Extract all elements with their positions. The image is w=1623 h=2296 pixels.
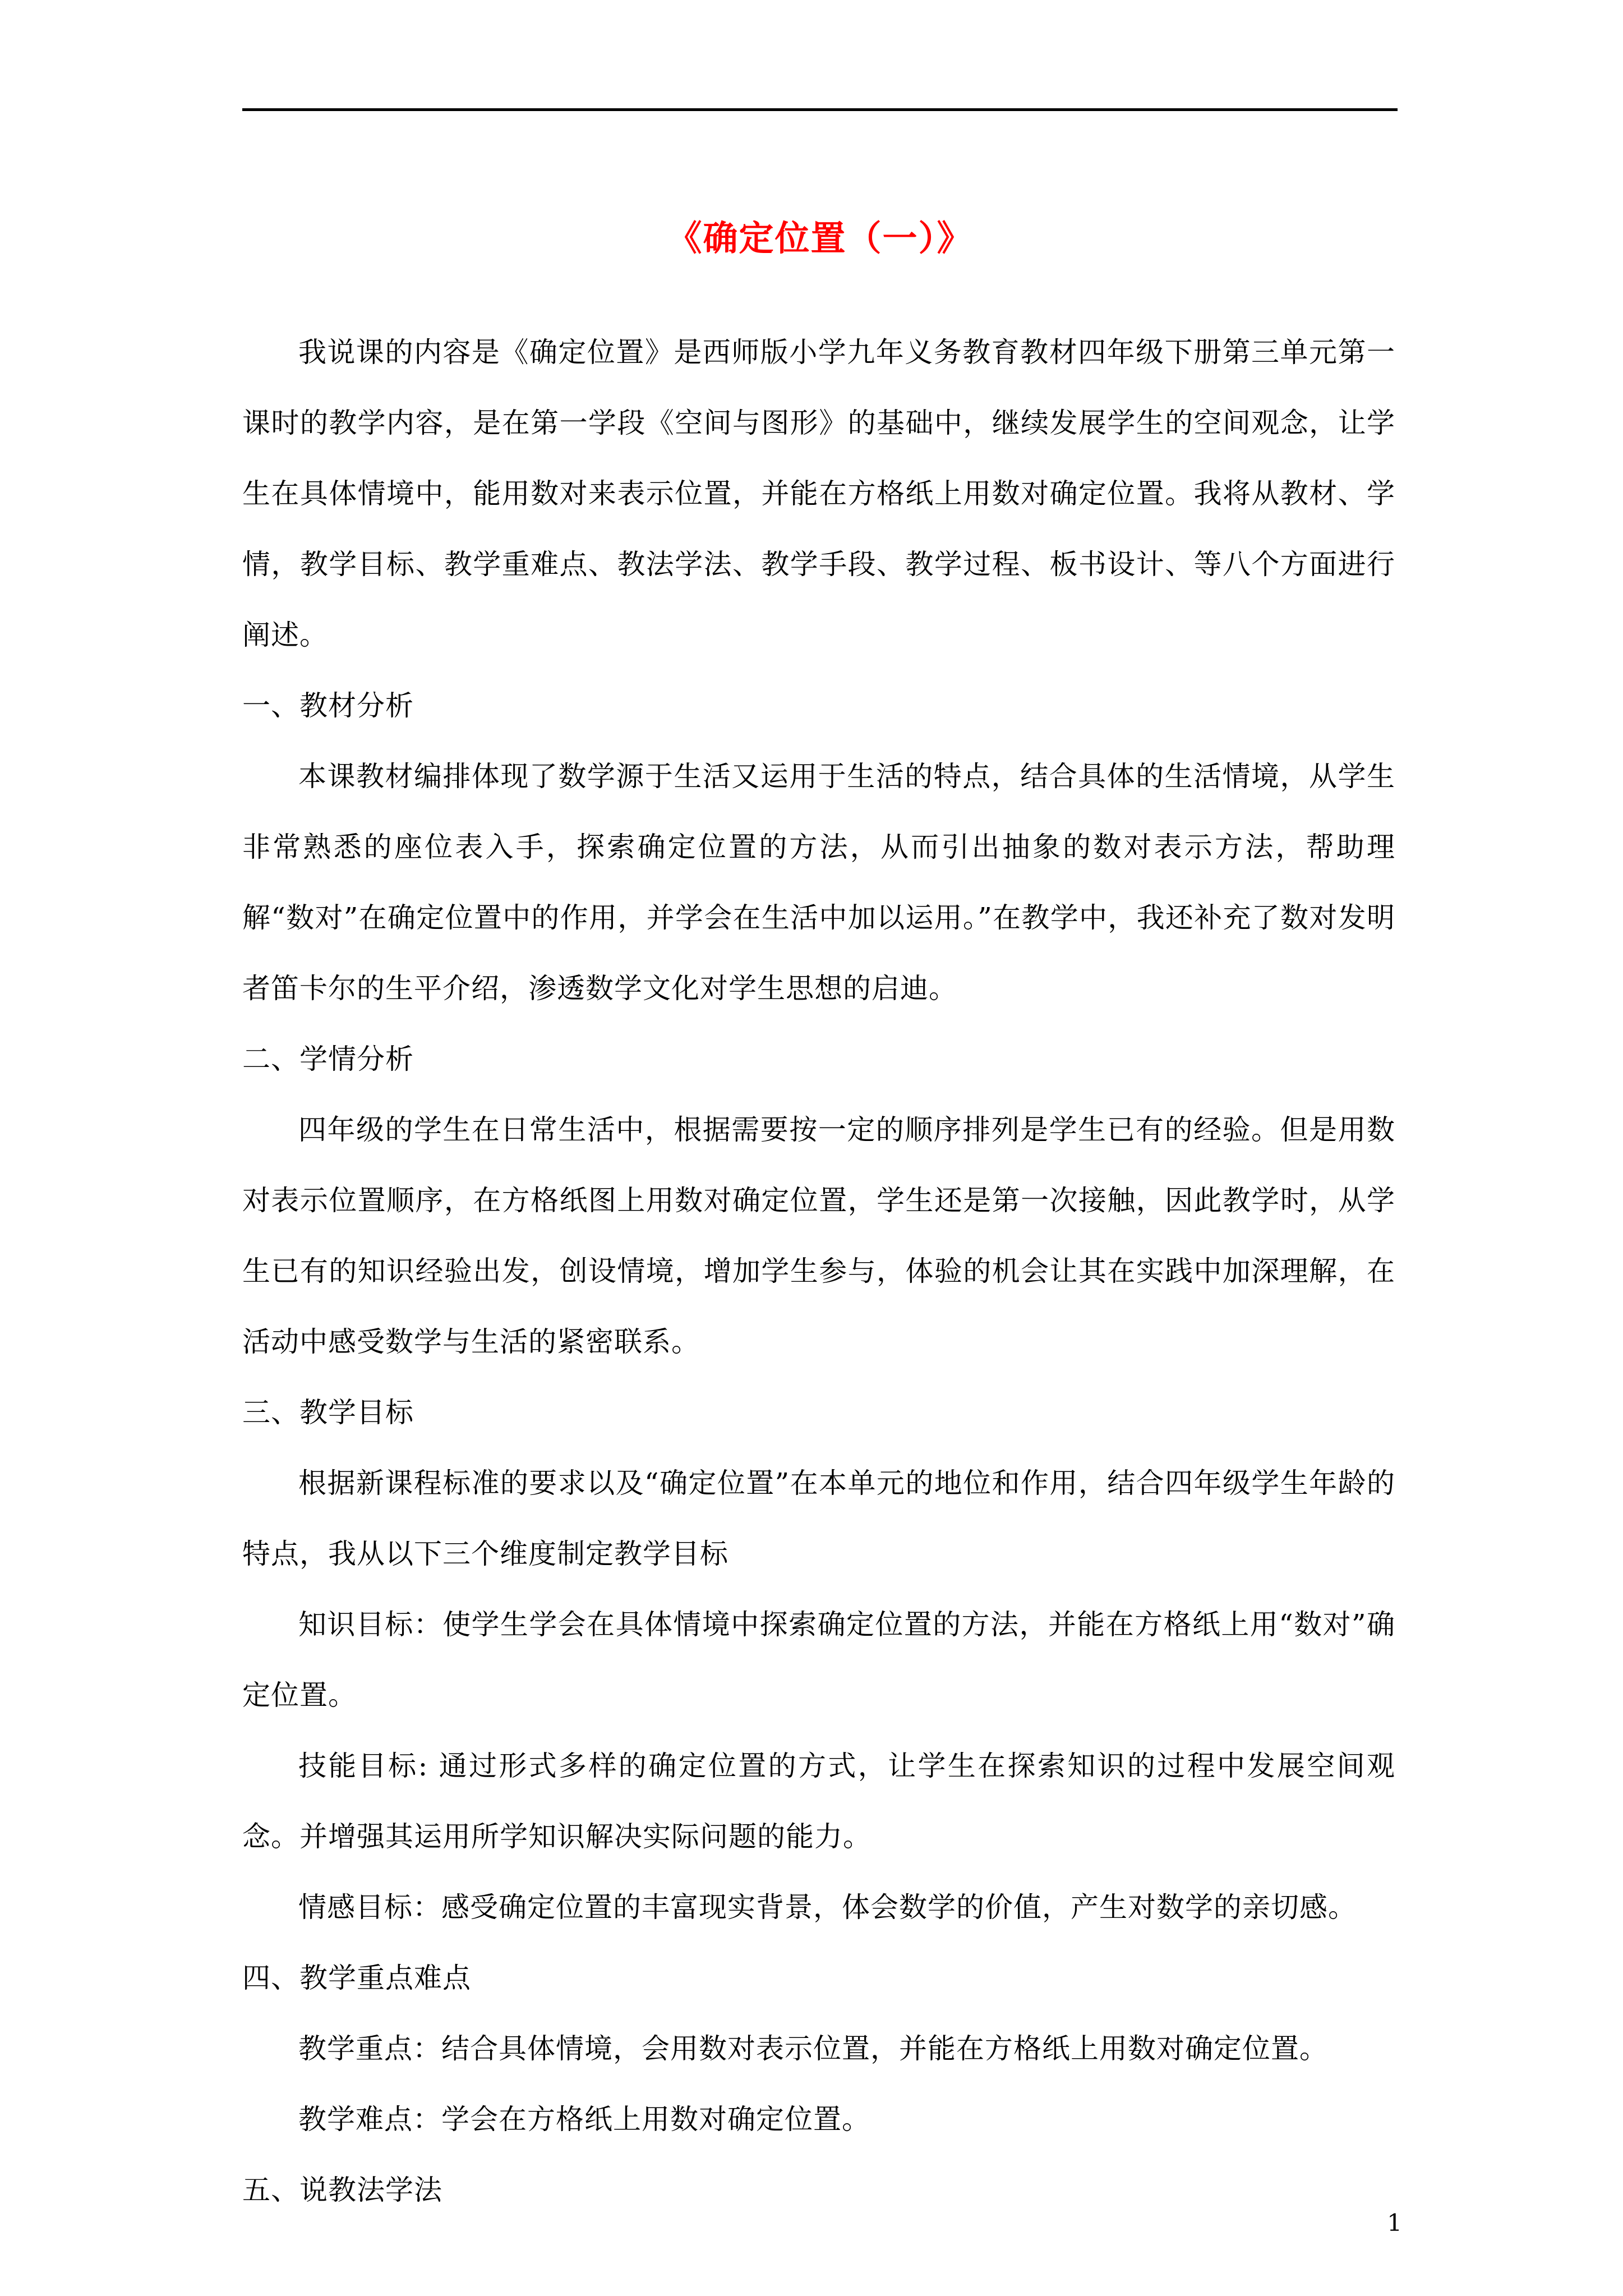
section-heading-methods: 五、说教法学法 <box>242 2174 442 2206</box>
teaching-goals-paragraph: 根据新课程标准的要求以及“确定位置”在本单元的地位和作用，结合四年级学生年龄的特点，我从以下三个维度制定教学目标 <box>242 1467 1395 1570</box>
header-rule <box>242 108 1398 111</box>
section-heading-student-analysis: 二、学情分析 <box>242 1043 414 1075</box>
emotion-goal: 情感目标：感受确定位置的丰富现实背景，体会数学的价值，产生对数学的亲切感。 <box>298 1891 1357 1924</box>
section-heading-teaching-goals: 三、教学目标 <box>242 1396 414 1429</box>
key-point: 教学重点：结合具体情境，会用数对表示位置，并能在方格纸上用数对确定位置。 <box>298 2032 1328 2065</box>
page-number: 1 <box>1387 2209 1402 2237</box>
textbook-analysis-paragraph: 本课教材编排体现了数学源于生活又运用于生活的特点，结合具体的生活情境，从学生非常熟悉的座位表入手，探索确定位置的方法，从而引出抽象的数对表示方法，帮助理解“数对”在确定位置中的作用，并学会在生活中加以运用。”在教学中，我还补充了数对发明者笛卡尔的生平介绍，渗透数学文化对学生思想的启迪。 <box>242 760 1395 1005</box>
section-heading-textbook-analysis: 一、教材分析 <box>242 689 414 722</box>
difficulty-point: 教学难点：学会在方格纸上用数对确定位置。 <box>298 2103 870 2136</box>
intro-paragraph: 我说课的内容是《确定位置》是西师版小学九年义务教育教材四年级下册第三单元第一课时的教学内容，是在第一学段《空间与图形》的基础中，继续发展学生的空间观念，让学生在具体情境中，能用数对来表示位置，并能在方格纸上用数对确定位置。我将从教材、学情，教学目标、教学重难点、教法学法、教学手段、教学过程、板书设计、等八个方面进行阐述。 <box>242 336 1395 651</box>
student-analysis-paragraph: 四年级的学生在日常生活中，根据需要按一定的顺序排列是学生已有的经验。但是用数对表示位置顺序，在方格纸图上用数对确定位置，学生还是第一次接触，因此教学时，从学生已有的知识经验出发，创设情境，增加学生参与，体验的机会让其在实践中加深理解，在活动中感受数学与生活的紧密联系。 <box>242 1114 1395 1358</box>
skill-goal: 技能目标: 通过形式多样的确定位置的方式，让学生在探索知识的过程中发展空间观念。并增强其运用所学知识解决实际问题的能力。 <box>242 1750 1395 1853</box>
document-body <box>242 317 1395 2225</box>
section-heading-key-points: 四、教学重点难点 <box>242 1962 471 1994</box>
page-title: 《确定位置（一）》 <box>667 218 973 259</box>
knowledge-goal: 知识目标：使学生学会在具体情境中探索确定位置的方法，并能在方格纸上用“数对”确定位置。 <box>242 1608 1395 1711</box>
